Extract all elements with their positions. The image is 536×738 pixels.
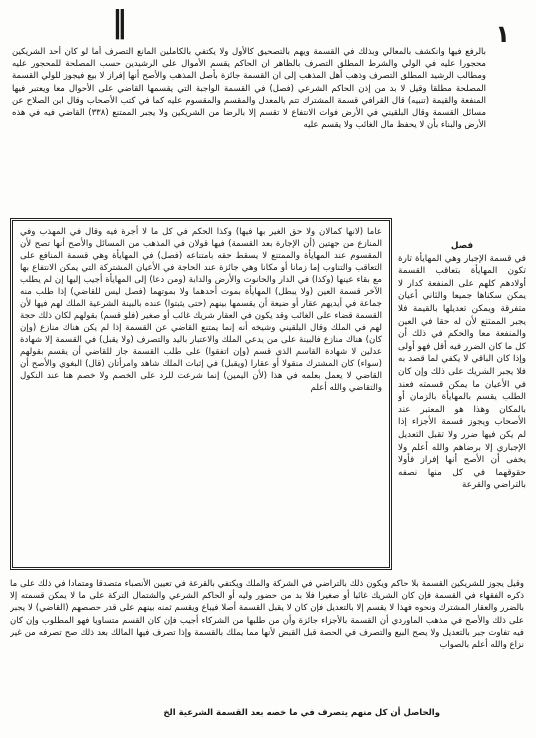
margin-title: فصل bbox=[450, 241, 474, 251]
page-number: ١ bbox=[495, 20, 510, 48]
margin-commentary bbox=[398, 240, 526, 574]
top-paragraph: بالرفع فيها وانكشف بالمعالي وبذلك في القسمة ويهم بالتصحيق كالأول ولا يكتفي بالكاملين المانع التصرف أما لو كان أحد الشريكين محجورا عليه في الولي والشرط المطلق التصرف بالظاهر ان الحاكم يقسم الأموال على الرشيدين حسب المصلحة للمحجور عليه ومطالب الرشيد المطلق التصرف وذهب أهل المذهب إلى ان القسمة جائزة بأصل المذهب والأصح أنها إفراز لا بيع فيجوز للولي القسمة المصلحة مطلقا وقيل لا بد من إذن الحاكم الشرعي (فصل) في القسمة الواجبة التي يقسمها القاضي على الأحوال معا ويعتبر فيها المنفعة والقيمة (تنبيه) قال القرافي قسمة المشترك تتم بالمعدل والمقسم والمقسوم عليه كما في كتب الأصحاب وقال ابن الصلاح عن مسائل القسمة وقال البلقيني في الأرض فوات الانتفاع لا تقسم إلا بالرضا من الشريكين ولا يجبر الممتنع (٣٣٨) القاضي فيه في هذه الأرض والبناء بأن لا يحفظ مال الغائب ولا يقسم عليه bbox=[12, 47, 486, 131]
footer-line: والحاصل أن كل منهم يتصرف في ما خصه بعد القسمة الشرعية الخ bbox=[163, 708, 440, 718]
bordered-main-text: عاما (لانها كمالان ولا حق الغير بها فيها) وكذا الحكم في كل ما لا أجرة فيه وقال في المهذب وفي المنازع من جهتين (أن الإجارة بعد القسمة) فيها قولان في المذهب من المسائل والأصح أنها تصح لأن المقسوم عند المهايأة والممتنع لا يسقط حقه بامتناعه (فصل) في المهايأة وهي قسمة المنافع على التعاقب والتناوب إما زمانا أو مكانا وهي جائزة عند الحاجة في الأعيان المشتركة التي يمكن الانتفاع بها مع بقاء عينها (وكذا) في الدار والحانوت والأرض والدابة (ومن دعا) إلى المهايأة أجيب إليها إن لم يطلب الآخر قسمة العين (ولا يبطل) المهايأة بموت أحدهما ولا بموتهما (فصل ليس للقاضي) إذا طلب منه جماعة في أيديهم عقار أو ضيعة أن يقسمها بينهم (حتى يثبتوا) عنده بالبينة الشرعية الملك لهم فيها لأن القسمة قضاء على الغائب وقد يكون في العقار شريك غائب أو صغير (فلو قسم) بقولهم لكان ذلك حجة لهم في الملك وقال البلقيني وشيخه أنه إنما يمتنع القاضي عن القسمة إذا لم يكن هناك منازع (وإن كان) هناك منازع فالبينة على من يدعي الملك والاعتبار باليد والتصرف (ولا يقبل) في القسمة إلا شهادة عدلين لا شهادة القاسم الذي قسم (وإن اتفقوا) على طلب القسمة جاز للقاضي أن يقسم بقولهم (سواء) كان المشترك منقولا أو عقارا (ويقبل) في إثبات الملك شاهد وامرأتان (قال) البغوي والأصح أن القاضي لا يعمل بعلمه في هذا (لأن اليمين) إنما شرعت للرد على الخصم ولا خصم هنا عند النكول والتقاضي والله أعلم bbox=[10, 218, 392, 570]
corner-mark: ‖ bbox=[112, 5, 127, 40]
margin-text: في قسمة الإجبار وهي المهايأة تارة تكون المهايأة بتعاقب القسمة أولادهم كلهم على المنفعة كدار لا يمكن سكناها جميعا والثاني أعيان متفرقة ويمكن تعديلها بالقيمة فلا يجبر الممتنع لأن له حقا في العين والمنفعة معا والحكم في ذلك أن كل ما كان الضرر فيه أقل فهو أولى وإذا كان الباقي لا يكفي لما قصد به فلا يجبر الشريك على ذلك وإن كان في الأعيان ما يمكن قسمته فعند الطلب يقسم بالمهايأة بالزمان أو بالمكان وهذا هو المعتبر عند الأصحاب ويجوز قسمة الأجزاء إذا لم يكن فيها ضرر ولا تقبل التعديل الإجباري إلا برضاهم والله أعلم ولا يخفى أن الأصح أنها إفراز فأولا حقوقهما في كل منها نصفه بالتراضي والقرعة bbox=[398, 253, 526, 491]
bottom-paragraph: وقيل يجوز للشريكين القسمة بلا حاكم ويكون ذلك بالتراضي في الشركة والملك ويكتفي بالقرعة في تعيين الأنصباء متصدقا ومتمادا في ذلك على ما ذكره الفقهاء في القسمة فإن كان الشريك غائبا أو صغيرا فلا بد من حضور وليه أو الحاكم الشرعي والشتمال التركة على ما لا يمكن قسمته إلا بالضرر والعقار المشترك ونحوه فهذا لا يقسم إلا بالتعديل فإن كان لا يقبل القسمة أصلا فيباع ويقسم ثمنه بينهم على قدر حصصهم (القاضي) لا يجبر على ذلك والأصح في مذهب الماوردي أن القسمة بالأجزاء جائزة وأن من طلبها من الشركاء أجيب فإن كان القسم متساويا فهو المطلوب وإن كان فيه تفاوت جبر بالتعديل ولا يصح البيع والتصرف في الحصة قبل القبض لأنها مما يملك بالقسمة وإذا تصرف فيها المالك بعد ذلك صح تصرفه من غير نزاع والله أعلم بالصواب bbox=[10, 579, 524, 651]
